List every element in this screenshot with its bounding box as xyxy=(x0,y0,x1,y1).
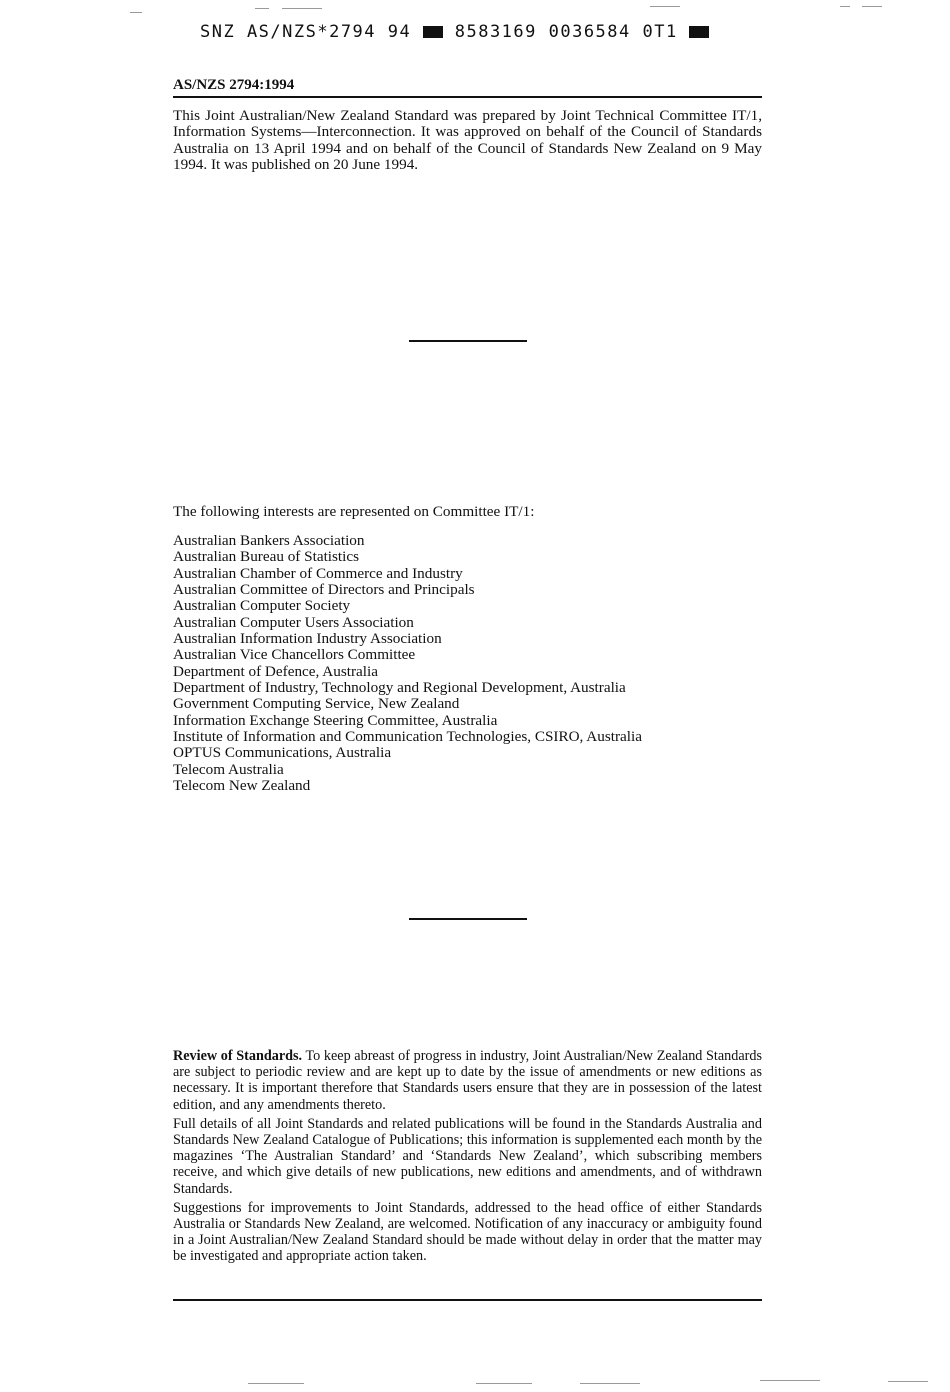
list-item: Information Exchange Steering Committee, Australia xyxy=(173,711,498,729)
scan-mark xyxy=(248,1383,304,1384)
code-middle: 8583169 0036584 0T1 xyxy=(454,22,678,42)
catalogue-code-line xyxy=(200,22,709,42)
standard-number: AS/NZS 2794:1994 xyxy=(173,77,295,93)
header-rule xyxy=(173,96,762,98)
list-item: Australian Computer Society xyxy=(173,597,351,615)
list-item: Australian Chamber of Commerce and Industry xyxy=(173,564,463,582)
list-item: Australian Computer Users Association xyxy=(173,613,414,631)
intro-paragraph: This Joint Australian/New Zealand Standard was prepared by Joint Technical Committee IT/1, Information Systems—Interconnection. It was approved on behalf of the Council of Standards Australia on 13 April 1994 and on behalf of the Council of Standards New Zealand on 9 May 1994. It was published on 20 June 1994. xyxy=(173,107,762,174)
committee-heading: The following interests are represented on Committee IT/1: xyxy=(173,503,535,520)
list-item: Australian Vice Chancellors Committee xyxy=(173,646,416,664)
committee-member-list xyxy=(173,533,642,795)
scan-mark xyxy=(760,1380,820,1381)
review-paragraph-1 xyxy=(173,1048,762,1113)
scan-mark xyxy=(840,6,850,7)
list-item: Institute of Information and Communication Technologies, CSIRO, Australia xyxy=(173,728,642,746)
scan-mark xyxy=(580,1383,640,1384)
scan-mark xyxy=(888,1381,928,1382)
list-item: Australian Committee of Directors and Principals xyxy=(173,581,475,599)
section-divider xyxy=(409,918,527,920)
list-item: Australian Bankers Association xyxy=(173,532,365,549)
scan-mark xyxy=(650,6,680,7)
review-paragraph-3: Suggestions for improvements to Joint Standards, addressed to the head office of either Standards Australia or Standards New Zealand, are welcomed. Notification of any inaccuracy or ambiguity found in a Joint Australian/New Zealand Standard should be made without delay in order that the matter may be investigated and appropriate action taken. xyxy=(173,1199,762,1265)
code-prefix: SNZ AS/NZS*2794 94 xyxy=(200,22,412,42)
review-of-standards-section xyxy=(173,1048,762,1268)
list-item: Telecom Australia xyxy=(173,760,284,778)
list-item: Government Computing Service, New Zealand xyxy=(173,695,460,713)
scan-mark xyxy=(282,8,322,9)
list-item: Australian Information Industry Association xyxy=(173,630,442,648)
scan-mark xyxy=(862,6,882,7)
redaction-block xyxy=(423,26,443,38)
review-paragraph-1-text: To keep abreast of progress in industry, Joint Australian/New Zealand Standards are subject to periodic review and are kept up to date by the issue of amendments or new editions as necessary. It is important therefore that Standards users ensure that they are in possession of the latest edition, and any amendments thereto. xyxy=(173,1048,762,1113)
list-item: Department of Defence, Australia xyxy=(173,662,378,680)
review-paragraph-2: Full details of all Joint Standards and related publications will be found in the Standards Australia and Standards New Zealand Catalogue of Publications; this information is supplemented each month by the magazines ‘The Australian Standard’ and ‘Standards New Zealand’, which subscribing members receive, and which give details of new publications, new editions and amendments, and of withdrawn Standards. xyxy=(173,1115,762,1197)
list-item: Department of Industry, Technology and Regional Development, Australia xyxy=(173,679,626,697)
scan-mark xyxy=(130,12,142,13)
list-item: OPTUS Communications, Australia xyxy=(173,744,392,762)
scan-mark xyxy=(476,1383,532,1384)
review-lead: Review of Standards. xyxy=(173,1048,303,1064)
list-item: Telecom New Zealand xyxy=(173,777,311,795)
list-item: Australian Bureau of Statistics xyxy=(173,548,360,566)
scan-mark xyxy=(255,8,269,9)
section-divider xyxy=(409,340,527,342)
redaction-block xyxy=(689,26,709,38)
footer-rule xyxy=(173,1299,762,1301)
